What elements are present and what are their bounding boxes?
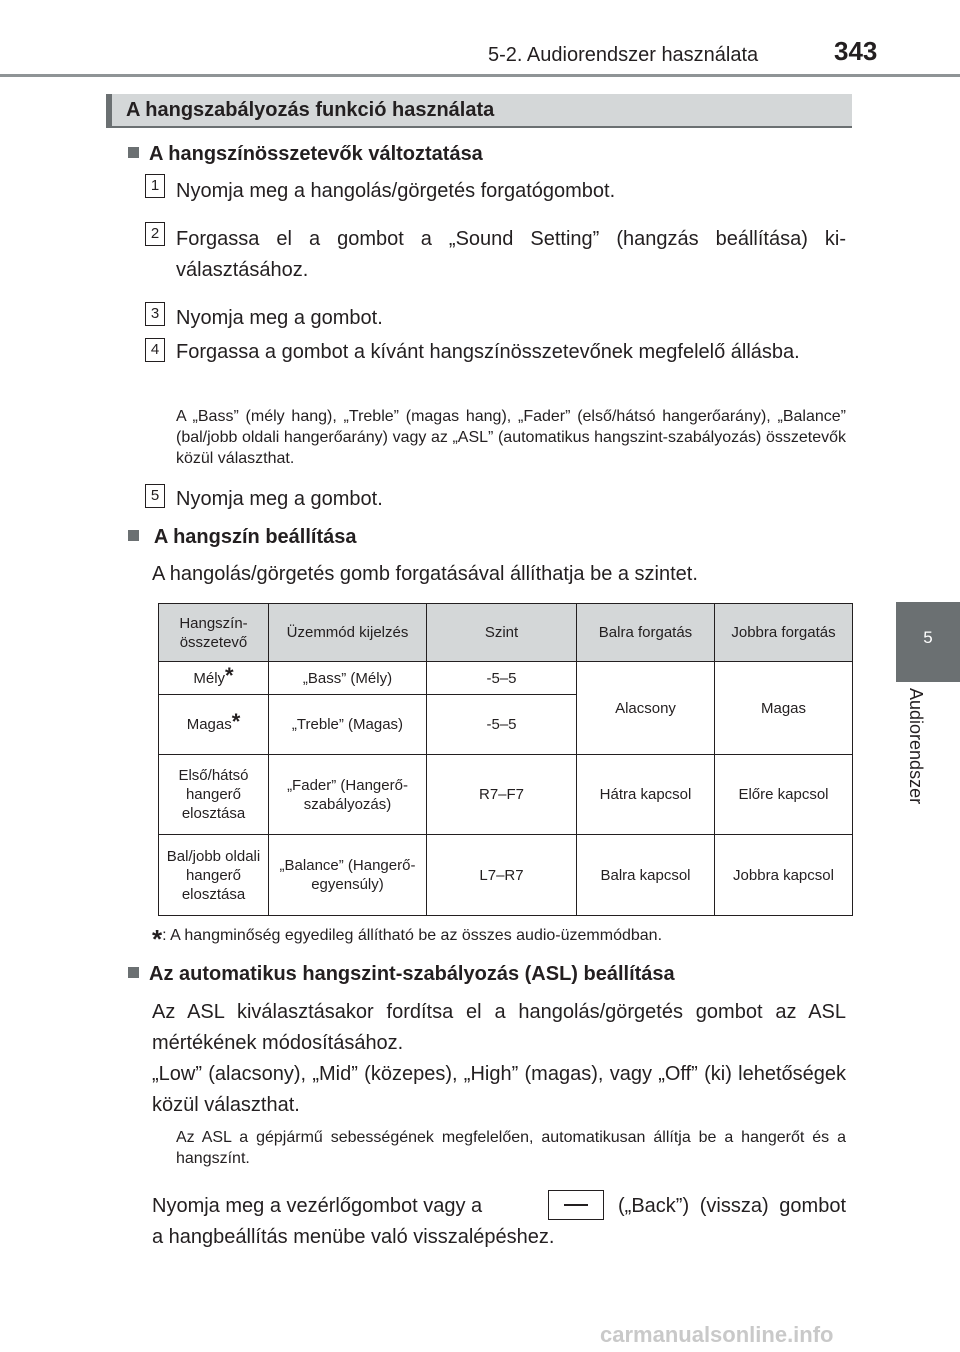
page-number: 343	[834, 36, 878, 66]
table-row	[159, 755, 853, 835]
table-cell: Előre kapcsol	[715, 755, 853, 835]
table-cell-merged: Magas	[715, 662, 853, 755]
step-text: Nyomja meg a hangolás/görgetés forgatógombot.	[176, 180, 616, 202]
asterisk-mark: *	[231, 709, 241, 734]
subheading-tone-adjust	[128, 526, 356, 549]
header-rule	[0, 74, 960, 77]
table-header-cell: Balra forgatás	[577, 604, 715, 662]
table-cell: „Fader” (Hangerő-szabályozás)	[269, 755, 427, 835]
table-header-cell: Hangszín-összetevő	[159, 604, 269, 662]
table-cell: -5–5	[427, 695, 577, 755]
footnote-asterisk: *	[152, 924, 163, 954]
table-cell: R7–F7	[427, 755, 577, 835]
chapter-number: 5	[923, 628, 933, 647]
cell-text: Magas	[186, 716, 232, 733]
watermark: carmanualsonline.info	[600, 1322, 834, 1347]
table-cell: Első/hátsó hangerő elosztása	[159, 755, 269, 835]
step-text: Forgassa el a gombot a „Sound Setting” (hangzás beállítása) kiválasztásához.	[176, 228, 846, 281]
step-note: A „Bass” (mély hang), „Treble” (magas hang), „Fader” (első/hátsó hangerőarány), „Balance” (bal/jobb oldali hangerőarány) vagy az „ASL” (automatikus hangszint-szabályozás) összetevők közül választhat.	[176, 408, 846, 467]
table-cell: Hátra kapcsol	[577, 755, 715, 835]
asterisk-mark: *	[225, 662, 234, 688]
table-header-cell: Üzemmód kijelzés	[269, 604, 427, 662]
section-title: A hangszabályozás funkció használata	[126, 99, 495, 121]
tone-settings-table	[158, 603, 853, 916]
table-cell: Balra kapcsol	[577, 835, 715, 916]
table-cell	[159, 695, 269, 755]
paragraph: A hangolás/görgetés gomb forgatásával állíthatja be a szintet.	[152, 563, 698, 585]
table-row	[159, 835, 853, 916]
step-text: Nyomja meg a gombot.	[176, 307, 383, 329]
step-text: Forgassa a gombot a kívánt hangszínösszetevőnek megfelelő állásba.	[176, 341, 800, 363]
table-cell-merged: Alacsony	[577, 662, 715, 755]
table-header-cell: Jobbra forgatás	[715, 604, 853, 662]
section-heading-bar	[106, 94, 852, 128]
subheading-text: Az automatikus hangszint-szabályozás (ASL) beállítása	[149, 963, 675, 985]
square-bullet-icon	[128, 967, 139, 978]
chapter-tab	[896, 602, 960, 682]
table-cell: Bal/jobb oldali hangerő elosztása	[159, 835, 269, 916]
final-text-before: Nyomja meg a vezérlőgombot vagy a	[152, 1195, 483, 1217]
square-bullet-icon	[128, 530, 139, 541]
step-number-box: 4	[145, 338, 165, 362]
table-cell: „Bass” (Mély)	[269, 662, 427, 695]
table-cell: „Treble” (Magas)	[269, 695, 427, 755]
running-header-section: 5-2. Audiorendszer használata	[488, 44, 759, 66]
square-bullet-icon	[128, 147, 139, 158]
footnote-text: : A hangminőség egyedileg állítható be az összes audio-üzemmódban.	[162, 927, 663, 944]
table-footnote	[152, 924, 662, 955]
table-cell: „Balance” (Hangerő-egyensúly)	[269, 835, 427, 916]
asl-note: Az ASL a gépjármű sebességének megfelelően, automatikusan állítja be a hangerőt és a hangszínt.	[176, 1129, 846, 1167]
step-text: Nyomja meg a gombot.	[176, 488, 383, 510]
subheading-asl	[128, 963, 675, 986]
table-cell: L7–R7	[427, 835, 577, 916]
subheading-tone-components	[128, 143, 483, 166]
step-number-box: 2	[145, 222, 165, 246]
table-cell: -5–5	[427, 662, 577, 695]
step-number-box: 1	[145, 174, 165, 198]
table-row	[159, 662, 853, 695]
table-cell	[159, 662, 269, 695]
final-text-after: („Back”) (vissza) gombot a hangbeállítás menübe való visszalépéshez.	[152, 1195, 846, 1248]
step-number-box: 5	[145, 484, 165, 508]
step-number-box: 3	[145, 302, 165, 326]
chapter-label: Audiorendszer	[906, 688, 926, 805]
paragraph: „Low” (alacsony), „Mid” (közepes), „High” (magas), vagy „Off” (ki) lehetőségek közül választhat.	[152, 1063, 846, 1116]
subheading-text: A hangszín beállítása	[153, 526, 357, 548]
cell-text: Mély	[193, 669, 226, 687]
table-header-cell: Szint	[427, 604, 577, 662]
table-cell: Jobbra kapcsol	[715, 835, 853, 916]
subheading-text: A hangszínösszetevők változtatása	[149, 143, 483, 165]
paragraph: Az ASL kiválasztásakor fordítsa el a hangolás/görgetés gombot az ASL mértékének módosításához.	[152, 1001, 846, 1054]
table-header-row	[159, 604, 853, 662]
